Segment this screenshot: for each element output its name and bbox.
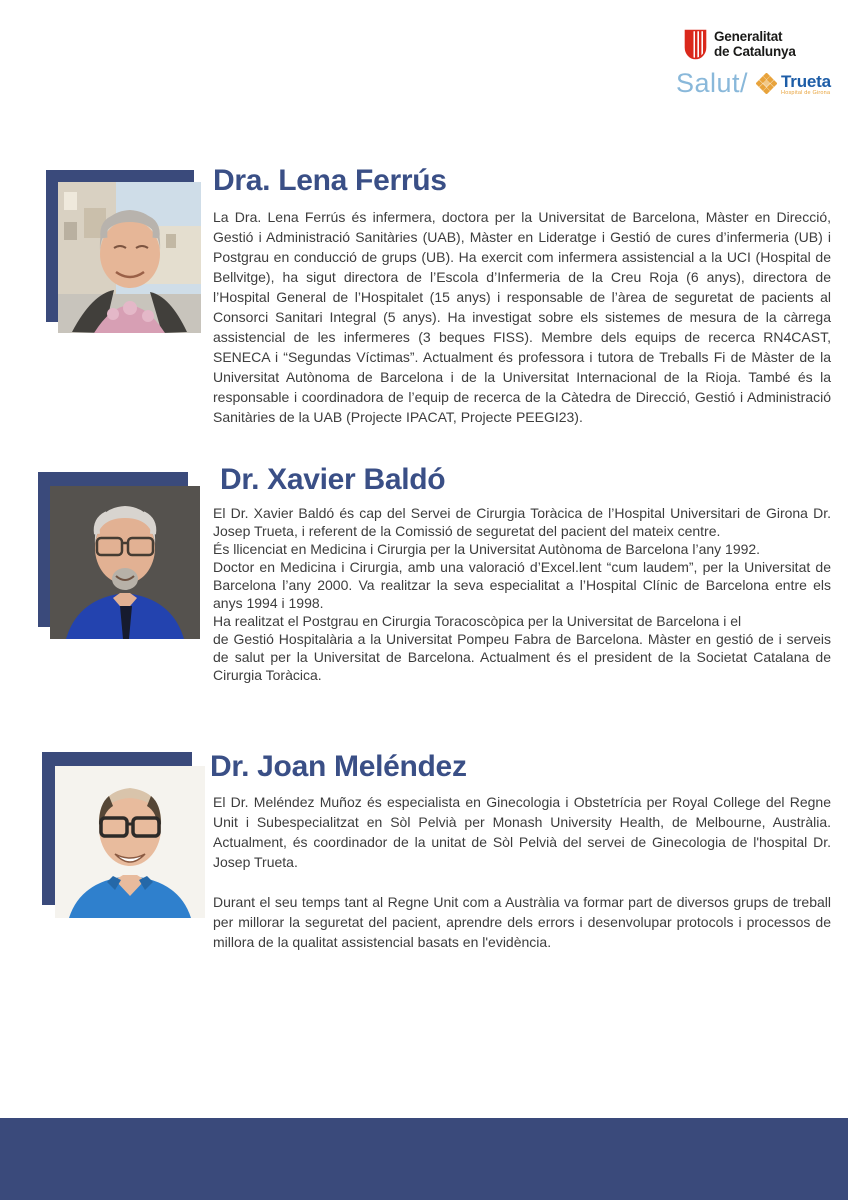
bio-paragraph: El Dr. Xavier Baldó és cap del Servei de Cirurgia Toràcica de l’Hospital Universitari de Girona Dr. Josep Trueta, i referent de la Comissió de seguretat del pacient del mateix centre.	[213, 505, 831, 539]
generalitat-line2: de Catalunya	[714, 44, 796, 59]
speaker-name: Dra. Lena Ferrús	[213, 164, 447, 197]
trueta-wordmark: Trueta	[781, 72, 831, 91]
generalitat-wordmark	[714, 29, 796, 59]
photo-joan-melendez	[55, 766, 205, 918]
speaker-name: Dr. Joan Meléndez	[210, 750, 467, 783]
speaker-bio	[213, 792, 831, 952]
bio-paragraph: Ha realitzat el Postgrau en Cirurgia Toracoscòpica per la Universitat de Barcelona i el	[213, 613, 742, 629]
speaker-bio	[213, 207, 831, 427]
trueta-subtitle: Hospital de Girona	[781, 90, 831, 96]
generalitat-line1: Generalitat	[714, 29, 783, 44]
generalitat-shield-icon	[684, 29, 707, 60]
trueta-logo	[756, 73, 831, 97]
generalitat-logo	[684, 29, 796, 60]
salut-trueta-logos	[676, 68, 831, 98]
photo-xavier-baldo	[50, 486, 200, 639]
bio-paragraph: Durant el seu temps tant al Regne Unit com a Austràlia va formar part de diversos grups de treball per millorar la seguretat del pacient, aprendre dels errors i desenvolupar protocols i processos de millora de la qualitat assistencial basats en l'evidència.	[213, 894, 831, 950]
trueta-diamond-icon	[756, 73, 777, 94]
footer-bar	[0, 1118, 848, 1200]
speaker-bio	[213, 504, 831, 684]
photo-lena-ferrus	[58, 182, 201, 333]
speaker-name: Dr. Xavier Baldó	[220, 463, 446, 496]
bio-paragraph: Doctor en Medicina i Cirurgia, amb una valoració d’Excel.lent “cum laudem”, per la Universitat de Barcelona l’any 2000. Va realitzar la seva especialitat a l’Hospital Clínic de Barcelona entre els anys 1994 i 1998.	[213, 559, 831, 611]
bio-paragraph: És llicenciat en Medicina i Cirurgia per la Universitat Autònoma de Barcelona l’any 1992.	[213, 541, 761, 557]
bio-paragraph: El Dr. Meléndez Muñoz és especialista en Ginecologia i Obstetrícia per Royal College del Regne Unit i Subespecialitzat en Sòl Pelvià per Monash University Health, de Melbourne, Austràlia. Actualment, és coordinador de la unitat de Sòl Pelvià del servei de Ginecologia de l'hospital Dr. Josep Trueta.	[213, 794, 831, 870]
salut-logo: Salut/	[676, 68, 749, 98]
bio-paragraph: de Gestió Hospitalària a la Universitat Pompeu Fabra de Barcelona. Màster en gestió de i serveis de salut per la Universitat de Barcelona. Actualment és el president de la Societat Catalana de Cirurgia Toràcica.	[213, 631, 831, 683]
bio-paragraph: La Dra. Lena Ferrús és infermera, doctora per la Universitat de Barcelona, Màster en Direcció, Gestió i Administració Sanitàries (UAB), Màster en Lideratge i Gestió de cures d’infermeria (UB) i Postgrau en conducció de grups (UB). Ha exercit com infermera assistencial a la UCI (Hospital de Bellvitge), ha sigut directora de l’Escola d’Infermeria de la Creu Roja (6 anys), directora de l’Hospital General de l’Hospitalet (15 anys) i responsable de l’àrea de seguretat de pacients al Consorci Sanitari Integral (5 anys). Ha investigat sobre els sistemes de mesura de la càrrega assistencial de les infermeres (3 beques FISS). Membre dels equips de recerca RN4CAST, SENECA i “Segundas Víctimas”. Actualment és professora i tutora de Treballs Fi de Màster de la Universitat Autònoma de Barcelona i de la Universitat Internacional de la Rioja. També és la responsable i coordinadora de l’equip de recerca de la Càtedra de Direcció, Gestió i Administració Sanitàries de la UAB (Projecte IPACAT, Projecte PEEGI23).	[213, 209, 831, 425]
